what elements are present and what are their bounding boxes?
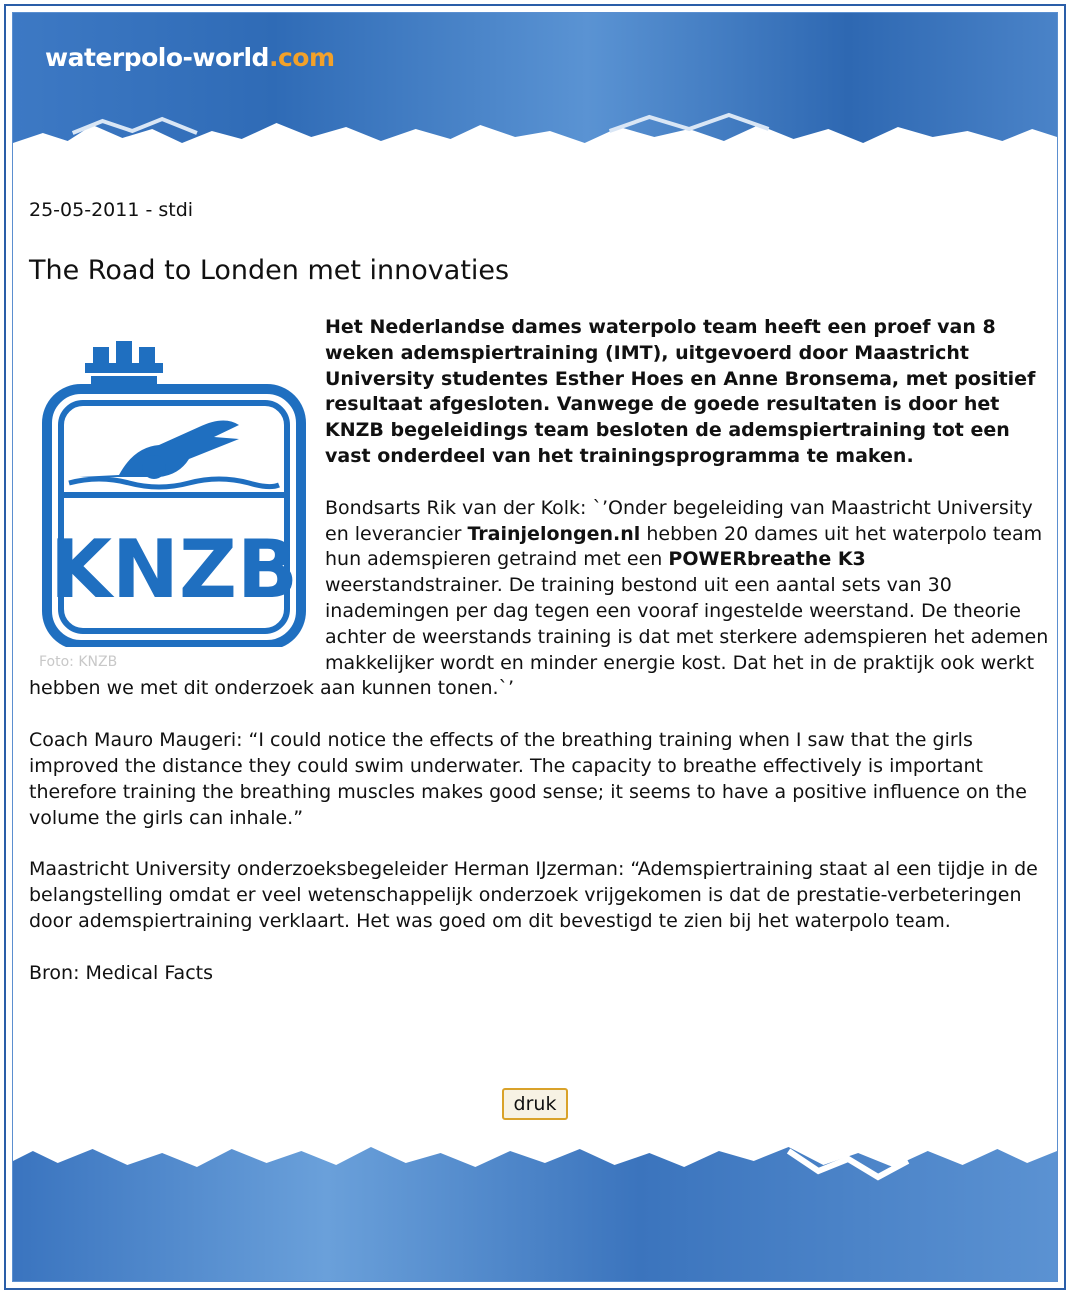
photo-caption: Foto: KNZB bbox=[39, 654, 118, 670]
trainjelongen-link[interactable]: Trainjelongen.nl bbox=[467, 522, 641, 545]
article-paragraph-1: Bondsarts Rik van der Kolk: `’Onder begeleiding van Maastricht University en leverancier Trainjelongen.nl hebben 20 dames uit het waterpolo team hun ademspieren getraind met een POWERbreathe K3 weerstandstrainer. De training bestond uit een aantal sets van 30 inademingen per dag tegen een vooraf ingestelde weerstand. De theorie achter de weerstands training is dat met sterkere ademspieren het ademen makkelijker wordt en minder energie kost. Dat het in de praktijk ook werkt hebben we met dit onderzoek aan kunnen tonen.`’ bbox=[29, 496, 1049, 700]
site-logo-tld: .com bbox=[268, 43, 335, 72]
torn-paper-edge-top bbox=[13, 103, 1057, 163]
article-paragraph-2: Coach Mauro Maugeri: “I could notice the effects of the breathing training when I saw that the girls improved the distance they could swim underwater. The capacity to breathe effectively is important therefore training the breathing muscles makes good sense; it seems to have a positive influence on the volume the girls can inhale.” bbox=[29, 729, 1027, 829]
knzb-logo-image bbox=[39, 327, 309, 647]
print-row bbox=[13, 1088, 1057, 1120]
site-footer bbox=[13, 1121, 1057, 1281]
print-button[interactable]: druk bbox=[502, 1088, 569, 1120]
page-inner bbox=[12, 12, 1058, 1282]
site-header bbox=[13, 13, 1057, 163]
article-body bbox=[29, 315, 1049, 1013]
article-title: The Road to Londen met innovaties bbox=[29, 255, 510, 286]
article-paragraph-3: Maastricht University onderzoeksbegeleider Herman IJzerman: “Ademspiertraining staat al een tijdje in de belangstelling omdat er veel wetenschappelijk onderzoek vrijgekomen is dat de prestatie-verbeteringen door ademspiertraining verklaart. Het was goed om dit bevestigd te zien bij het waterpolo team. bbox=[29, 858, 1038, 932]
page-frame bbox=[4, 4, 1066, 1290]
knzb-logo-text: KNZB bbox=[50, 523, 298, 616]
article-source: Bron: Medical Facts bbox=[29, 961, 213, 984]
site-logo[interactable] bbox=[45, 43, 335, 72]
site-logo-main: waterpolo-world bbox=[45, 43, 269, 72]
torn-paper-edge-bottom bbox=[13, 1121, 1057, 1191]
article-lead: Het Nederlandse dames waterpolo team heeft een proef van 8 weken ademspiertraining (IMT), uitgevoerd door Maastricht University studentes Esther Hoes en Anne Bronsema, met positief resultaat afgesloten. Vanwege de goede resultaten is door het KNZB begeleidings team besloten de ademspiertraining tot een vast onderdeel van het trainingsprogramma te maken. bbox=[325, 316, 1036, 467]
product-name: POWERbreathe K3 bbox=[668, 548, 866, 571]
article-dateline: 25-05-2011 - stdi bbox=[29, 199, 194, 221]
article-photo bbox=[29, 315, 321, 670]
